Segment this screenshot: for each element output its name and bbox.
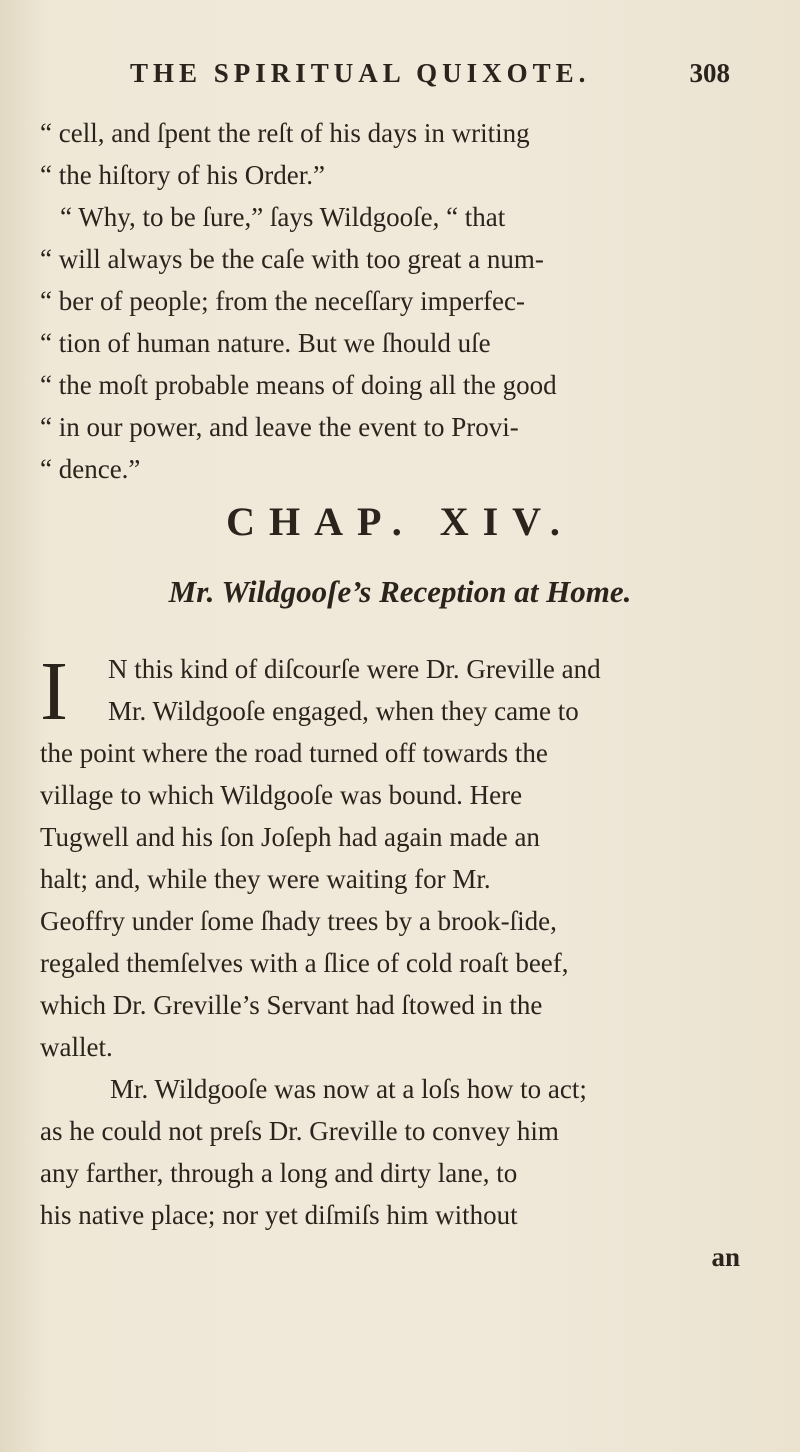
page-number: 308 bbox=[689, 58, 730, 88]
text-line: Mr. Wildgooſe engaged, when they came to bbox=[108, 696, 579, 726]
chapter-title: Mr. Wildgooſe’s Reception at Home. bbox=[168, 574, 632, 609]
text-line: “ the hiſtory of his Order.” bbox=[40, 160, 325, 190]
body-text bbox=[40, 645, 780, 1278]
text-line: as he could not preſs Dr. Greville to convey him bbox=[40, 1116, 559, 1146]
catchword: an bbox=[711, 1242, 740, 1272]
text-line: Mr. Wildgooſe was now at a loſs how to act; bbox=[110, 1074, 587, 1104]
text-line: Geoffry under ſome ſhady trees by a brook-ſide, bbox=[40, 906, 557, 936]
running-head bbox=[130, 58, 730, 102]
text-line: “ tion of human nature. But we ſhould uſe bbox=[40, 328, 491, 358]
first-line-text: N this kind of diſcourſe were Dr. Greville and bbox=[108, 654, 601, 684]
text-line: any farther, through a long and dirty lane, to bbox=[40, 1158, 518, 1188]
text-line: “ Why, to be ſure,” ſays Wildgooſe, “ that bbox=[60, 202, 506, 232]
text-line: “ the moſt probable means of doing all the good bbox=[40, 370, 557, 400]
chapter-heading: CHAP. XIV. bbox=[226, 499, 574, 544]
text-line: halt; and, while they were waiting for Mr. bbox=[40, 864, 491, 894]
drop-cap: I bbox=[40, 645, 68, 738]
text-line: “ dence.” bbox=[40, 454, 141, 484]
text-line: his native place; nor yet diſmiſs him without bbox=[40, 1200, 518, 1230]
running-title: THE SPIRITUAL QUIXOTE. bbox=[130, 58, 591, 88]
text-line: “ cell, and ſpent the reſt of his days in writing bbox=[40, 118, 530, 148]
text-line: the point where the road turned off towards the bbox=[40, 738, 548, 768]
text-line: which Dr. Greville’s Servant had ſtowed in the bbox=[40, 990, 543, 1020]
text-line: regaled themſelves with a ſlice of cold roaſt beef, bbox=[40, 948, 569, 978]
text-line: “ ber of people; from the neceſſary imperfec- bbox=[40, 286, 525, 316]
text-line: “ in our power, and leave the event to Provi- bbox=[40, 412, 519, 442]
text-line: village to which Wildgooſe was bound. Here bbox=[40, 780, 523, 810]
text-line: “ will always be the caſe with too great a num- bbox=[40, 244, 544, 274]
quotation-block bbox=[40, 112, 780, 490]
text-line: Tugwell and his ſon Joſeph had again made an bbox=[40, 822, 540, 852]
text-line: wallet. bbox=[40, 1032, 113, 1062]
